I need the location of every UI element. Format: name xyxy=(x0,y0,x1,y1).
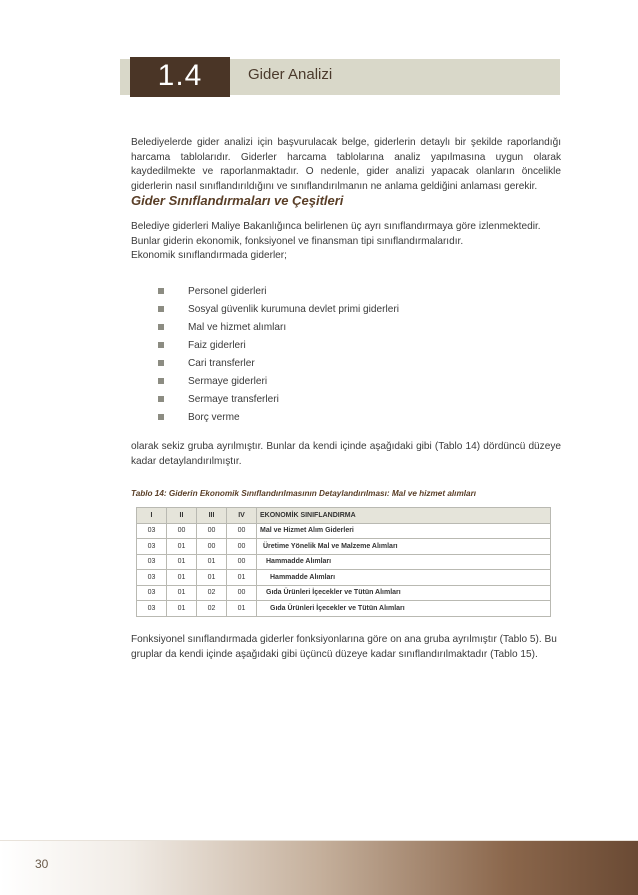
list-item: Borç verme xyxy=(158,408,399,426)
footer-band xyxy=(0,840,638,895)
table-row: 03 01 02 01 Gıda Ürünleri İçecekler ve Tütün Alımları xyxy=(137,601,551,617)
column-header-description: EKONOMİK SINIFLANDIRMA xyxy=(257,508,551,524)
page-number: 30 xyxy=(35,857,49,871)
list-item: Faiz giderleri xyxy=(158,336,399,354)
functional-paragraph: Fonksiyonel sınıflandırmada giderler fonksiyonlarına göre on ana gruba ayrılmıştır (Tablo 5). Bu gruplar da kendi içinde aşağıdaki gibi üçüncü düzeye kadar sınıflandırılmaktadır (Tablo 15). xyxy=(131,634,557,660)
table-header-row xyxy=(137,508,551,524)
square-bullet-icon xyxy=(158,378,164,384)
square-bullet-icon xyxy=(158,324,164,330)
list-item: Cari transferler xyxy=(158,354,399,372)
square-bullet-icon xyxy=(158,342,164,348)
column-header-iv: IV xyxy=(227,508,257,524)
intro-paragraph: Belediyelerde gider analizi için başvurulacak belge, giderlerin detaylı bir şekilde raporlandığı harcama tablolarıdır. Giderler harcama tablolarına analiz yapılmasına uygun olarak kaydedilmekte ve raporlanmaktadır. O nedenle, gider analizi yapacak olanların öncelikle giderlerin nasıl sınıflandırıldığını ve sınıflandırılmanın ne anlama geldiğini anlaması gerekir. xyxy=(131,137,561,192)
square-bullet-icon xyxy=(158,396,164,402)
economic-classification-list xyxy=(158,282,399,426)
footer-rule xyxy=(0,840,638,841)
list-item: Sermaye giderleri xyxy=(158,372,399,390)
column-header-ii: II xyxy=(167,508,197,524)
list-item: Mal ve hizmet alımları xyxy=(158,318,399,336)
table-caption: Tablo 14: Giderin Ekonomik Sınıflandırılmasının Detaylandırılması: Mal ve hizmet alımları xyxy=(131,489,477,498)
section-heading: Gider Sınıflandırmaları ve Çeşitleri xyxy=(131,193,344,208)
table-row: 03 01 02 00 Gıda Ürünleri İçecekler ve Tütün Alımları xyxy=(137,585,551,601)
square-bullet-icon xyxy=(158,288,164,294)
classification-line-3: Ekonomik sınıflandırmada giderler; xyxy=(131,250,287,261)
grouping-paragraph: olarak sekiz gruba ayrılmıştır. Bunlar da kendi içinde aşağıdaki gibi (Tablo 14) dördüncü düzeye kadar detaylandırılmıştır. xyxy=(131,441,561,467)
table-row: 03 01 01 01 Hammadde Alımları xyxy=(137,570,551,586)
column-header-i: I xyxy=(137,508,167,524)
classification-line-1: Belediye giderleri Maliye Bakanlığınca belirlenen üç ayrı sınıflandırmaya göre izlenmektedir. xyxy=(131,221,541,232)
column-header-iii: III xyxy=(197,508,227,524)
square-bullet-icon xyxy=(158,306,164,312)
square-bullet-icon xyxy=(158,414,164,420)
classification-line-2: Bunlar giderin ekonomik, fonksiyonel ve finansman tipi sınıflandırmalarıdır. xyxy=(131,235,464,247)
table-row: 03 01 01 00 Hammadde Alımları xyxy=(137,554,551,570)
square-bullet-icon xyxy=(158,360,164,366)
list-item: Sermaye transferleri xyxy=(158,390,399,408)
table-row: 03 00 00 00 Mal ve Hizmet Alım Giderleri xyxy=(137,523,551,539)
section-title: Gider Analizi xyxy=(248,66,333,83)
economic-classification-table xyxy=(136,507,551,617)
table-row: 03 01 00 00 Üretime Yönelik Mal ve Malzeme Alımları xyxy=(137,539,551,555)
classification-paragraph xyxy=(131,220,561,264)
section-number: 1.4 xyxy=(157,59,203,92)
list-item: Personel giderleri xyxy=(158,282,399,300)
list-item: Sosyal güvenlik kurumuna devlet primi giderleri xyxy=(158,300,399,318)
